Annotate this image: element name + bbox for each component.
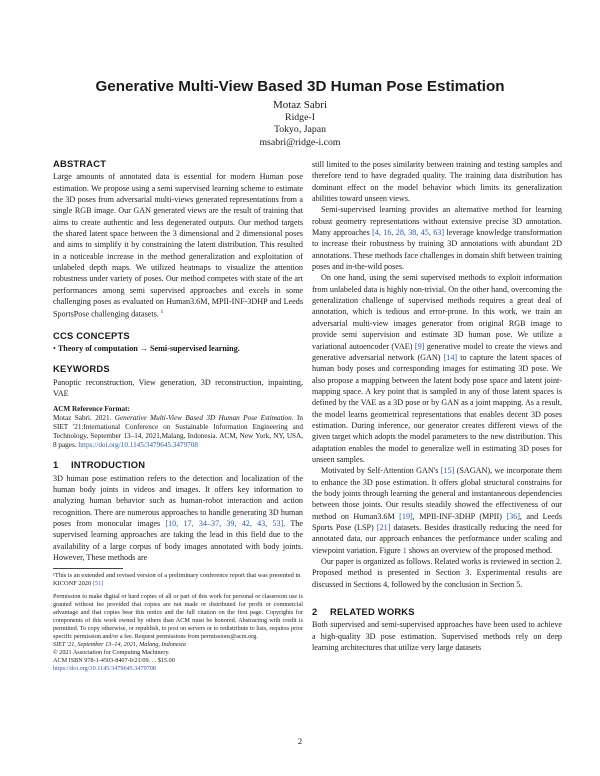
citation-link[interactable]: [4, 16, 28, 38, 45, 63]: [372, 228, 445, 238]
citation-link[interactable]: [9]: [414, 341, 425, 351]
related-works-heading: 2 RELATED WORKS: [312, 606, 415, 618]
abstract-heading: ABSTRACT: [53, 158, 107, 169]
acm-reference-doi-link[interactable]: https://doi.org/10.1145/3479645.3479708: [78, 441, 198, 450]
footnote: ¹This is an extended and revised version of a preliminary conference report that was presented in KICONF 2020 [51]: [53, 572, 301, 588]
citation-link[interactable]: [14]: [443, 352, 458, 362]
page-number: 2: [297, 736, 303, 746]
permission-isbn: ACM ISBN 978-1-4503-8407-0/21/09. . . $15.00: [53, 656, 175, 664]
citation-link[interactable]: [15]: [440, 466, 455, 476]
intro-paragraph-1: still limited to the poses similarity between training and testing samples and therefore tend to have degraded quality. The training data distribution has dominant effect on the model behavior which limits its generalization abilities toward unseen views.: [312, 160, 562, 204]
permission-doi-link[interactable]: https://doi.org/10.1145/3479645.3479708: [53, 664, 156, 672]
intro-paragraph-2: Semi-supervised learning provides an alternative method for learning robust geometry representations without extensive precise 3D annotation. Many approaches [4, 16, 28, 38, 45, 63] leverage knowledge transformation to increase their robustness by training 3D annotations with abundant 2D annotations. These methods face challenges in domain shift between training poses and in-the-wild poses.: [312, 205, 562, 272]
permission-conference: SIET '21, September 13–14, 2021, Malang, Indonesia: [53, 640, 186, 648]
acm-reference-text: Motaz Sabri. 2021. Generative Multi-View Based 3D Human Pose Estimation. In SIET '21:International Conference on Sustainable Information Engineering and Technology, September 13–14, 2021,Malang, Indonesia. ACM, New York, NY, USA, 8 pages. https://doi.org/10.1145/3479645.3479708: [53, 414, 303, 450]
footnote-divider: [53, 568, 123, 569]
permission-copyright: © 2021 Association for Computing Machinery.: [53, 648, 170, 656]
abstract-text: Large amounts of annotated data is essential for modern Human pose estimation. We propose using a semi supervised learning scheme to estimate the 3D poses from adversarial multi-views generated representations from a single RGB image. Our GAN generated views are the result of training that aims to create authentic and less degenerated outputs. Our method targets the shared latent space between the 3 dimensional and 2 dimensional poses and aims to simplify it by constraining the latent distribution. This resulted in a noticeable increase in the method generalization and exploitation of unlabeled depth maps. We utilized heatmaps to visualize the attention robustness under variety of poses. Our method competes with state of the art performances among semi supervised approaches and excels in some challenging poses as evaluated on Human3.6M, MPII-INF-3DHP and Leeds SportsPose challenging datasets. $^1$: [53, 172, 303, 320]
ccs-section: [53, 330, 303, 355]
author-affiliation: Ridge-I: [285, 112, 315, 123]
figure-link[interactable]: 1: [402, 545, 407, 555]
citation-link[interactable]: [51]: [92, 580, 104, 588]
introduction-section: [53, 459, 303, 563]
permission-text: Permission to make digital or hard copies of all or part of this work for personal or classroom use is granted without fee provided that copies are not made or distributed for profit or commercial advantage and that copies bear this notice and the full citation on the first page. Copyrights for components of this work owned by others than ACM must be honored. Abstracting with credit is permitted. To copy otherwise, or republish, to post on servers or to redistribute to lists, requires prior specific permission and/or a fee. Request permissions from permissions@acm.org.: [53, 593, 303, 640]
citation-link[interactable]: [10, 17, 34–37, 39, 42, 43, 53]: [165, 518, 284, 528]
author-block: [0, 99, 600, 149]
ccs-item: • Theory of computation → Semi-supervised learning.: [53, 343, 240, 353]
keywords-heading: KEYWORDS: [53, 363, 110, 375]
keywords-text: Panoptic reconstruction, View generation, 3D reconstruction, inpainting, VAE: [53, 377, 303, 398]
intro-paragraph-5: Our paper is organized as follows. Related works is reviewed in section 2. Proposed method is presented in Section 3. Experimental results are discussed in Sections 4, followed by the conclusion in Section 5.: [312, 557, 562, 589]
citation-link[interactable]: [36]: [506, 511, 520, 521]
abstract-footnote-mark: 1: [160, 309, 164, 316]
intro-paragraph-3: On one hand, using the semi supervised methods to exploit information from unlabeled data is highly non-trivial. On the other hand, overcoming the generalization challenge of supervised methods requires a great deal of annotation, which is tedious and error-prone. In this work, we train an adversarial multi-view images generator from original RGB image to provide semi supervision and estimate 3D human pose. We utilize a variational autoencoder (VAE) [9] generative model to create the views and generative adversarial network (GAN) [14] to capture the latent spaces of human body poses and corresponding images for estimating 3D pose. We also propose a mapping between the latent body pose space and latent joint-mapping space. A key point that is sampled in any of those latent spaces is defined by the VAE as a 3D pose or by GAN as a joint mapping. As a result, the model learns geometrical representations that enables decent 3D poses estimation. During inference, our generator creates different views of the given target which adopts the model parameters to the new distribution. This adaptation enables the model to generalize well in estimating 3D poses for unseen samples.: [312, 273, 562, 464]
paper-title: Generative Multi-View Based 3D Human Pose Estimation: [95, 78, 505, 95]
citation-link[interactable]: [19]: [399, 511, 413, 521]
citation-link[interactable]: [21]: [376, 523, 391, 532]
left-column: [53, 158, 303, 672]
intro-paragraph-4: Motivated by Self-Attention GAN's [15] (SAGAN), we incorporate them to enhance the 3D pose estimation. It offers global structural constrains for the body joints through learning the general and instantaneous dependencies between those joints. Our results steadily showed the effectiveness of our method on Human3.6M [19], MPII-INF-3DHP (MPII) [36], and Leeds Sports Pose (LSP) [21] datasets. Besides drastically reducing the need for annotated data, our approach enhances the performance under scaling and viewpoint variation. Figure 1 shows an overview of the proposed method.: [312, 466, 563, 555]
right-column: [312, 159, 562, 653]
author-email[interactable]: msabri@ridge-i.com: [259, 136, 341, 148]
author-location: Tokyo, Japan: [273, 124, 327, 136]
acm-reference-heading: ACM Reference Format:: [53, 405, 130, 414]
introduction-paragraph: 3D human pose estimation refers to the detection and localization of the human body joints in videos and images. It offers key information to analyzing human behavior such as human-robot interaction and action recognition. There are numerous approaches to handle generating 3D human poses from monocular images [10, 17, 34–37, 39, 42, 43, 53]. The supervised learning approaches are taking the lead in this field due to the availability of a large corpus of body images annotated with body joints. However, These methods are: [53, 473, 303, 562]
introduction-heading: 1 INTRODUCTION: [53, 459, 146, 471]
related-works-paragraph: Both supervised and semi-supervised approaches have been used to achieve a high-quality 3D pose estimation. Supervised methods rely on deep learning architectures that utilize very large datasets: [312, 620, 562, 653]
related-works-section: [312, 606, 562, 653]
keywords-section: [53, 363, 303, 399]
ccs-heading: CCS CONCEPTS: [53, 329, 130, 341]
permission-block: [53, 593, 303, 672]
author-name: Motaz Sabri: [272, 99, 328, 111]
